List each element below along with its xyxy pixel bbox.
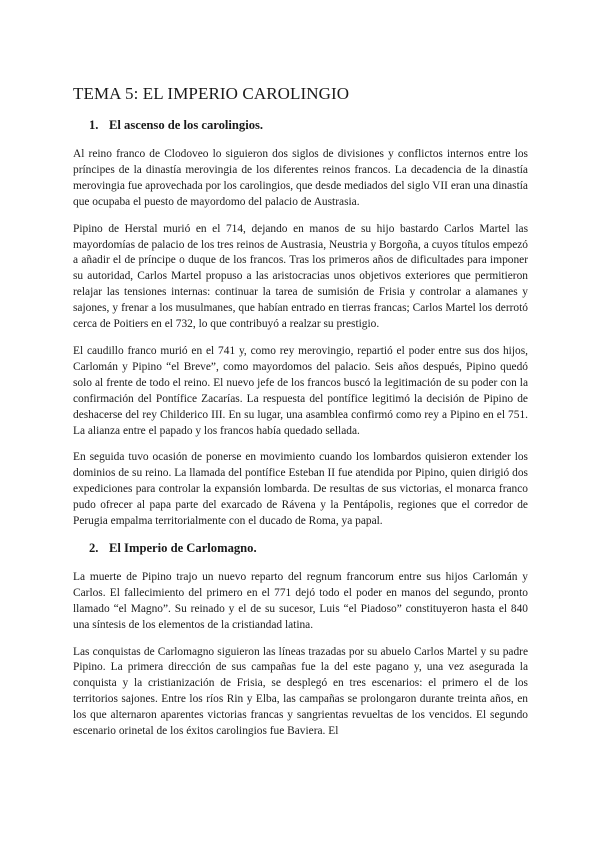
section-number: 1. (89, 118, 99, 132)
paragraph: La muerte de Pipino trajo un nuevo reparto del regnum francorum entre sus hijos Carlomán y Carlos. El fallecimiento del primero en el 771 dejó todo el poder en manos del segundo, pronto llamado “el Magno”. Su reinado y el de su sucesor, Luis “el Piadoso” constituyeron hasta el 840 una síntesis de los elementos de la cristiandad latina. (73, 570, 528, 631)
section-title: El ascenso de los carolingios. (109, 118, 264, 132)
document-title: TEMA 5: EL IMPERIO CAROLINGIO (73, 84, 350, 103)
paragraph: Las conquistas de Carlomagno siguieron las líneas trazadas por su abuelo Carlos Martel y su padre Pipino. La primera dirección de sus campañas fue la del este pagano y, una vez asegurada la conquista y la cristianización de Frisia, se desplegó en tres escenarios: el primero el de los territorios sajones. Entre los ríos Rin y Elba, las campañas se prolongaron durante treinta años, en los que alternaron aparentes victorias francas y sangrientas revueltas de los vencidos. El segundo escenario orinetal de los éxitos carolingios fue Baviera. El (73, 645, 528, 738)
section-1 (73, 118, 528, 530)
section-heading (89, 541, 528, 556)
paragraph: El caudillo franco murió en el 741 y, como rey merovingio, repartió el poder entre sus dos hijos, Carlomán y Pipino “el Breve”, como mayordomos del palacio. Seis años después, Pipino quedó solo al frente de todo el reino. El nuevo jefe de los francos buscó la legitimación de su poder con la confirmación del Pontífice Zacarías. La respuesta del pontífice legitimó la decisión de Pipino de deshacerse del rey Childerico III. En su lugar, una asamblea confirmó como rey a Pipino en el 751. La alianza entre el papado y los francos había quedado sellada. (73, 344, 528, 437)
paragraph: Pipino de Herstal murió en el 714, dejando en manos de su hijo bastardo Carlos Martel las mayordomías de palacio de los tres reinos de Austrasia, Neustria y Borgoña, a cuyos títulos empezó a añadir el de príncipe o duque de los francos. Tras los primeros años de dificultades para imponer su autoridad, Carlos Martel propuso a las aristocracias unos objetivos exteriores que permitieron relajar las tensiones internas: continuar la tarea de sumisión de Frisia y controlar a alamanes y sajones, y frenar a los musulmanes, que habían entrado en tierras francas; Carlos Martel los derrotó cerca de Poitiers en el 732, lo que contribuyó a realzar su prestigio. (73, 222, 528, 331)
paragraph: En seguida tuvo ocasión de ponerse en movimiento cuando los lombardos quisieron extender los dominios de su reino. La llamada del pontífice Esteban II fue atendida por Pipino, quien dirigió dos expediciones para controlar la expansión lombarda. De resultas de sus victorias, el monarca franco pudo ofrecer al papa parte del exarcado de Rávena y la Pentápolis, regiones que el corredor de Perugia empalma territorialmente con el ducado de Roma, ya papal. (73, 451, 528, 528)
section-heading (89, 118, 528, 133)
paragraph: Al reino franco de Clodoveo lo siguieron dos siglos de divisiones y conflictos internos entre los príncipes de la dinastía merovingia de los diferentes reinos francos. La decadencia de la dinastía merovingia fue aprovechada por los carolingios, que desde mediados del siglo VII eran una dinastía que ocupaba el puesto de mayordomo del palacio de Austrasia. (73, 148, 528, 208)
section-title: El Imperio de Carlomagno. (109, 540, 257, 555)
section-2 (73, 541, 528, 740)
section-number: 2. (89, 540, 99, 555)
